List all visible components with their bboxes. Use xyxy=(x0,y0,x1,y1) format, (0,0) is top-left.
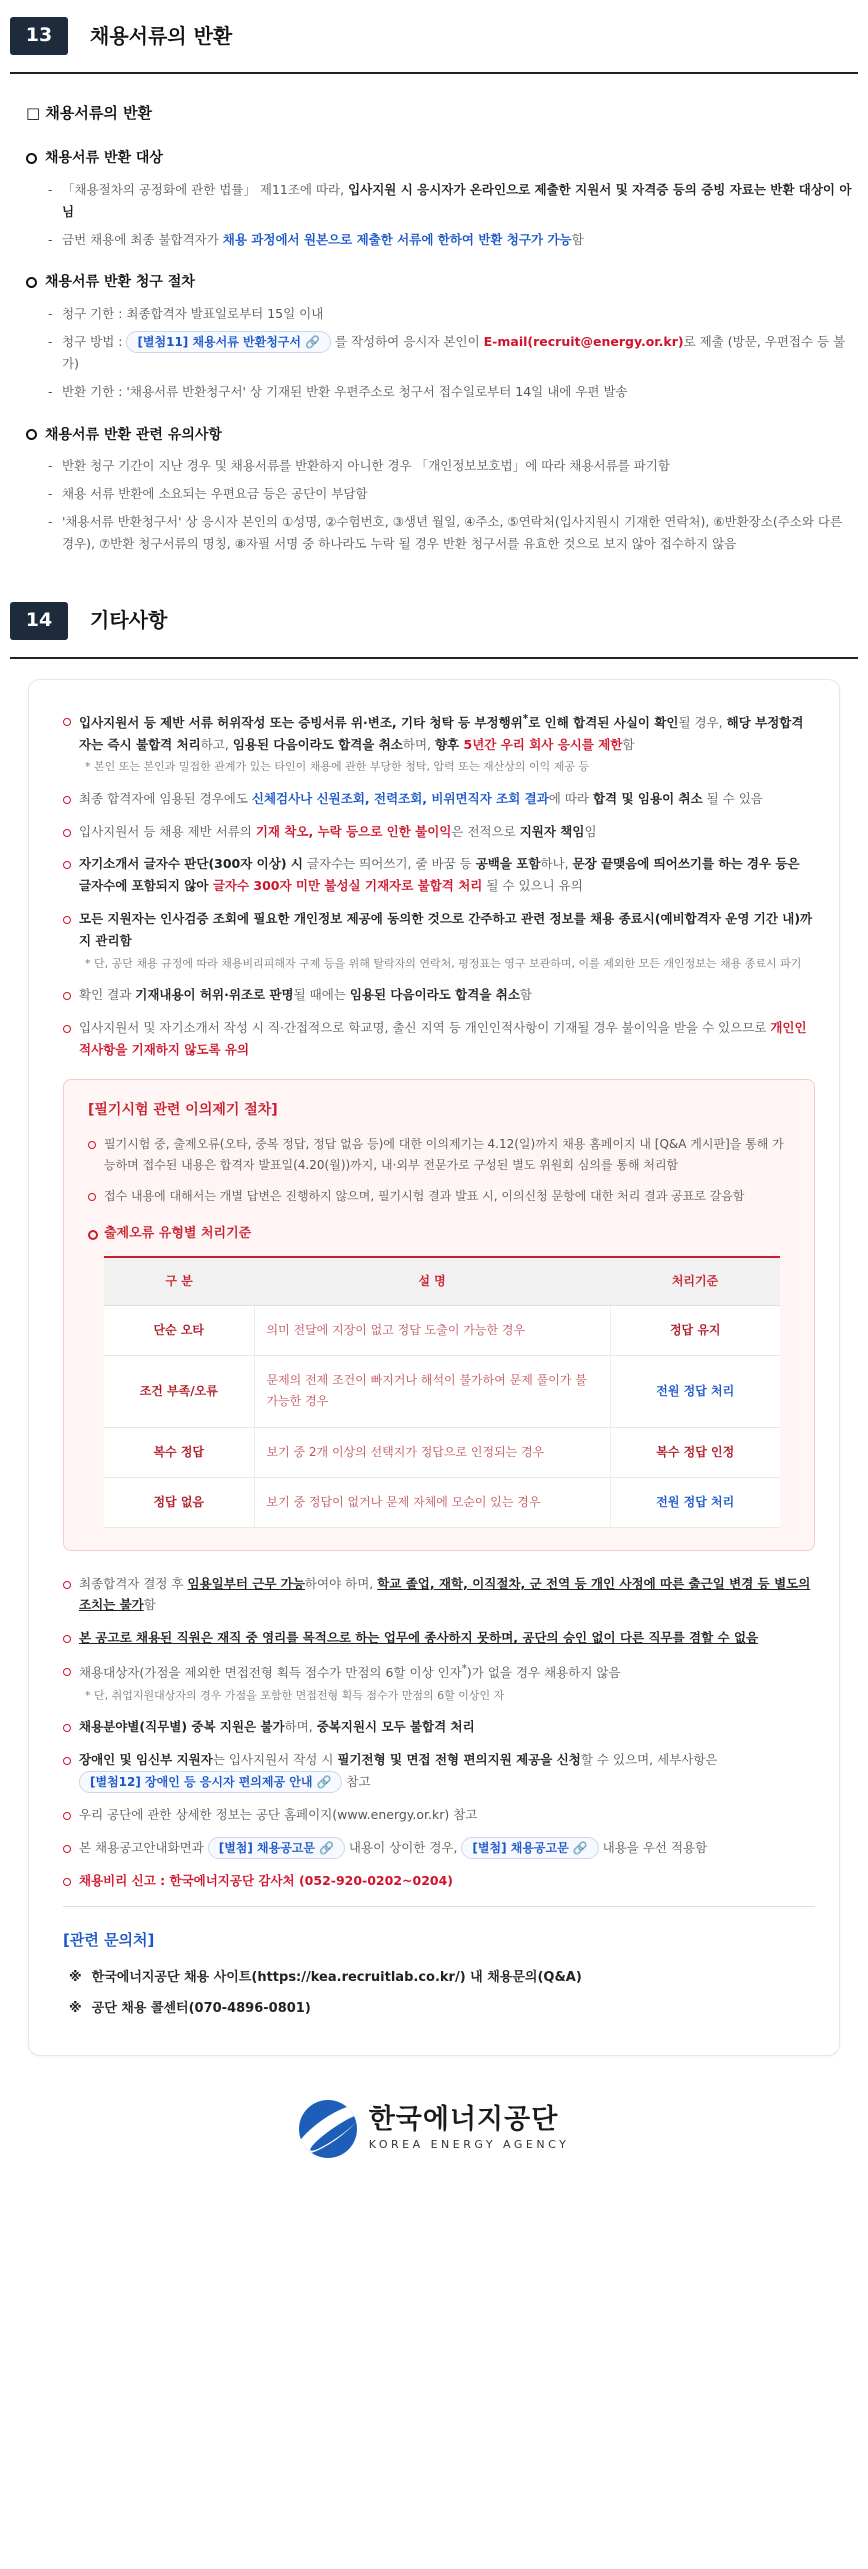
list-item: 채용대상자(가점을 제외한 면접전형 획득 점수가 만점의 6할 이상 인자*)가 없을 경우 채용하지 않음 * 단, 취업지원대상자의 경우 가점을 포함한 면접전형 획득 점수가 만점의 6할 이상인 자 xyxy=(63,1660,815,1705)
section-title: 기타사항 xyxy=(90,608,168,632)
misc-list xyxy=(63,710,815,1061)
heading-return-procedure: 채용서류 반환 청구 절차 xyxy=(26,270,858,295)
circle-bullet-icon xyxy=(88,1230,98,1240)
circle-bullet-icon xyxy=(26,153,37,164)
list-item: - '채용서류 반환청구서' 상 응시자 본인의 ①성명, ②수험번호, ③생년 월일, ④주소, ⑤연락처(입사지원시 기재한 연락처), ⑥반환장소(주소와 다른 경우), ⑦반환 청구서류의 명칭, ⑧자필 서명 중 하나라도 누락 될 경우 반환 청구서를 유효한 것으로 보지 않아 접수하지 않음 xyxy=(48,511,858,555)
table-row: 단순 오타 의미 전달에 지장이 없고 정답 도출이 가능한 경우 정답 유지 xyxy=(104,1305,780,1355)
circle-bullet-icon xyxy=(26,277,37,288)
list-item: 우리 공단에 관한 상세한 정보는 공단 홈페이지(www.energy.or.kr) 참고 xyxy=(63,1804,815,1826)
return-procedure-list xyxy=(48,303,858,403)
list-item: - 청구 방법 : [별첨11] 채용서류 반환청구서 🔗 를 작성하여 응시자 본인이 E-mail(recruit@energy.or.kr)로 제출 (방문, 우편접수 등 불가) xyxy=(48,331,858,375)
table-row: 복수 정답 보기 중 2개 이상의 선택지가 정답으로 인정되는 경우 복수 정답 인정 xyxy=(104,1427,780,1477)
contact-item: ※ 공단 채용 콜센터(070-4896-0801) xyxy=(69,2000,311,2016)
return-target-list xyxy=(48,179,858,251)
reference-mark-icon: ※ xyxy=(69,2000,82,2016)
objection-list xyxy=(88,1134,790,1207)
list-item: - 금번 채용에 최종 불합격자가 채용 과정에서 원본으로 제출한 서류에 한하여 반환 청구가 가능함 xyxy=(48,229,858,251)
misc-list-2 xyxy=(63,1573,815,1892)
list-item: 최종합격자 결정 후 임용일부터 근무 가능하여야 하며, 학교 졸업, 재학, 이직절차, 군 전역 등 개인 사정에 따른 출근일 변경 등 별도의 조치는 불가함 xyxy=(63,1573,815,1617)
list-item: 자기소개서 글자수 판단(300자 이상) 시 글자수는 띄어쓰기, 줄 바꿈 등 공백을 포함하나, 문장 끝맺음에 띄어쓰기를 하는 경우 등은 글자수에 포함되지 않아 글자수 300자 미만 불성실 기재자로 불합격 처리 될 수 있으니 유의 xyxy=(63,853,815,897)
attachment-11-link[interactable]: [별첨11] 채용서류 반환청구서 🔗 xyxy=(126,331,331,353)
reference-mark-icon: ※ xyxy=(69,1970,82,1986)
list-item: 본 채용공고안내화면과 [별첨] 채용공고문 🔗 내용이 상이한 경우, [별첨] 채용공고문 🔗 내용을 우선 적용함 xyxy=(63,1837,815,1859)
divider xyxy=(63,1906,815,1907)
table-header-row xyxy=(104,1257,780,1305)
logo-text xyxy=(369,2104,570,2154)
section-14-header xyxy=(10,585,858,659)
logo-english: KOREA ENERGY AGENCY xyxy=(368,2137,570,2151)
heading-return-notes: 채용서류 반환 관련 유의사항 xyxy=(26,423,858,448)
link-icon: 🔗 xyxy=(572,1841,588,1856)
section-number: 13 xyxy=(10,17,68,55)
heading-return-target: 채용서류 반환 대상 xyxy=(26,146,858,171)
objection-box xyxy=(63,1079,815,1551)
list-item: - 「채용절차의 공정화에 관한 법률」 제11조에 따라, 입사지원 시 응시자가 온라인으로 제출한 지원서 및 자격증 등의 증빙 자료는 반환 대상이 아님 xyxy=(48,179,858,223)
list-item: - 반환 청구 기간이 지난 경우 및 채용서류를 반환하지 아니한 경우 「개인정보보호법」에 따라 채용서류를 파기함 xyxy=(48,455,858,477)
column-header: 구 분 xyxy=(104,1257,254,1305)
list-item: - 청구 기한 : 최종합격자 발표일로부터 15일 이내 xyxy=(48,303,858,325)
kea-logo-icon xyxy=(299,2100,357,2158)
contact-title: [관련 문의처] xyxy=(63,1930,155,1949)
table-row: 조건 부족/오류 문제의 전제 조건이 빠지거나 해석이 불가하여 문제 풀이가 불가능한 경우 전원 정답 처리 xyxy=(104,1355,780,1427)
error-type-table xyxy=(104,1256,780,1528)
footnote: * 단, 취업지원대상자의 경우 가점을 포함한 면접전형 획득 점수가 만점의 6할 이상인 자 xyxy=(85,1689,505,1703)
list-item: 장애인 및 임신부 지원자는 입사지원서 작성 시 필기전형 및 면접 전형 편의지원 제공을 신청할 수 있으며, 세부사항은 [별첨12] 장애인 등 응시자 편의제공 안내 🔗 참고 xyxy=(63,1749,815,1793)
return-notes-list xyxy=(48,455,858,555)
section-13-header xyxy=(10,0,858,74)
list-item: 채용분야별(직무별) 중복 지원은 불가하며, 중복지원시 모두 불합격 처리 xyxy=(63,1716,815,1738)
notice-attachment-link-2[interactable]: [별첨] 채용공고문 🔗 xyxy=(461,1837,598,1859)
list-item: 확인 결과 기재내용이 허위·위조로 판명될 때에는 임용된 다음이라도 합격을 취소함 xyxy=(63,984,815,1006)
column-header: 설 명 xyxy=(254,1257,610,1305)
list-item: 입사지원서 및 자기소개서 작성 시 직·간접적으로 학교명, 출신 지역 등 개인인적사항이 기재될 경우 불이익을 받을 수 있으므로 개인인적사항을 기재하지 않도록 유의 xyxy=(63,1017,815,1061)
misc-panel xyxy=(28,679,840,2056)
table-row: 정답 없음 보기 중 정답이 없거나 문제 자체에 모순이 있는 경우 전원 정답 처리 xyxy=(104,1477,780,1527)
link-icon: 🔗 xyxy=(304,334,320,349)
list-item: 입사지원서 등 채용 제반 서류의 기재 착오, 누락 등으로 인한 불이익은 전적으로 지원자 책임임 xyxy=(63,821,815,843)
list-item: 최종 합격자에 임용된 경우에도 신체검사나 신원조회, 전력조회, 비위면직자 조회 결과에 따라 합격 및 임용이 취소 될 수 있음 xyxy=(63,788,815,810)
logo-korean: 한국에너지공단 xyxy=(368,2103,559,2135)
list-item: - 채용 서류 반환에 소요되는 우편요금 등은 공단이 부담함 xyxy=(48,483,858,505)
list-item: 모든 지원자는 인사검증 조회에 필요한 개인정보 제공에 동의한 것으로 간주하고 관련 정보를 채용 종료시(예비합격자 운영 기간 내)까지 관리함 * 단, 공단 채용 규정에 따라 채용비리피해자 구제 등을 위해 탈락자의 연락처, 평정표는 영구 보관하며, 이를 제외한 모든 개인정보는 채용 종료시 파기 xyxy=(63,908,815,973)
list-item: 본 공고로 채용된 직원은 재직 중 영리를 목적으로 하는 업무에 종사하지 못하며, 공단의 승인 없이 다른 직무를 겸할 수 없음 xyxy=(63,1627,815,1649)
contact-item: ※ 한국에너지공단 채용 사이트(https://kea.recruitlab.co.kr/) 내 채용문의(Q&A) xyxy=(69,1970,582,1986)
objection-title: [필기시험 관련 이의제기 절차] xyxy=(88,1101,278,1118)
subsection-title: □ 채용서류의 반환 xyxy=(26,104,153,122)
column-header: 처리기준 xyxy=(610,1257,780,1305)
footnote: * 본인 또는 본인과 밀접한 관계가 있는 타인이 채용에 관한 부당한 청탁, 압력 또는 재산상의 이익 제공 등 xyxy=(85,760,590,774)
section-number: 14 xyxy=(10,602,68,640)
notice-attachment-link[interactable]: [별첨] 채용공고문 🔗 xyxy=(208,1837,345,1859)
circle-bullet-icon xyxy=(26,429,37,440)
link-icon: 🔗 xyxy=(316,1775,332,1790)
section-title: 채용서류의 반환 xyxy=(90,23,233,48)
attachment-12-link[interactable]: [별첨12] 장애인 등 응시자 편의제공 안내 🔗 xyxy=(79,1771,342,1793)
footnote: * 단, 공단 채용 규정에 따라 채용비리피해자 구제 등을 위해 탈락자의 연락처, 평정표는 영구 보관하며, 이를 제외한 모든 개인정보는 채용 종료시 파기 xyxy=(85,956,802,970)
link-icon: 🔗 xyxy=(319,1841,334,1856)
list-item: 입사지원서 등 제반 서류 허위작성 또는 증빙서류 위·변조, 기타 청탁 등 부정행위*로 인해 합격된 사실이 확인될 경우, 해당 부정합격자는 즉시 불합격 처리하고, 임용된 다음이라도 합격을 취소하며, 향후 5년간 우리 회사 응시를 제한함 * 본인 또는 본인과 밀접한 관계가 있는 타인이 채용에 관한 부당한 청탁, 압력 또는 재산상의 이익 제공 등 xyxy=(63,710,815,777)
list-item: - 반환 기한 : '채용서류 반환청구서' 상 기재된 반환 우편주소로 청구서 접수일로부터 14일 내에 우편 발송 xyxy=(48,381,858,403)
footer-logo xyxy=(10,2056,858,2188)
list-item: 채용비리 신고 : 한국에너지공단 감사처 (052-920-0202~0204) xyxy=(63,1870,815,1892)
list-item: 접수 내용에 대해서는 개별 답변은 진행하지 않으며, 필기시험 결과 발표 시, 이의신청 문항에 대한 처리 결과 공표로 갈음함 xyxy=(88,1186,790,1207)
error-table-title: 출제오류 유형별 처리기준 xyxy=(88,1223,790,1246)
list-item: 필기시험 중, 출제오류(오타, 중복 정답, 정답 없음 등)에 대한 이의제기는 4.12(일)까지 채용 홈페이지 내 [Q&A 게시판]을 통해 가능하며 접수된 내용은 합격자 발표일(4.20(월))까지, 내·외부 전문가로 구성된 별도 위원회 심의를 통해 처리함 xyxy=(88,1134,790,1176)
